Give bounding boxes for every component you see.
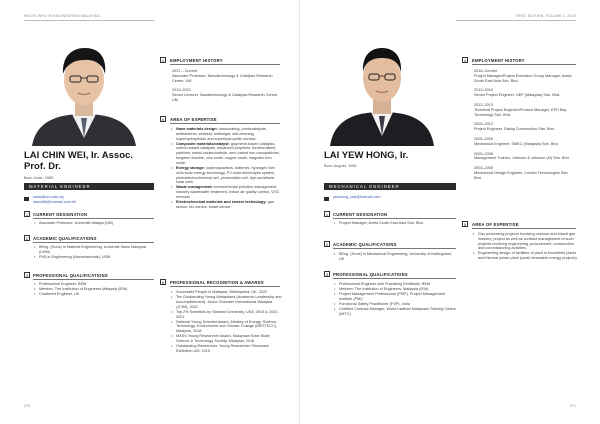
expertise-list [472, 232, 578, 261]
name-line-1: LAI YEW HONG, Ir. [324, 150, 409, 161]
portrait-graphic [322, 26, 442, 146]
section-rule [33, 279, 154, 280]
contact-emails [33, 195, 76, 205]
professional-list [333, 282, 456, 317]
name-line-2: Prof. Dr. [24, 161, 61, 172]
section-rule [333, 248, 456, 249]
email-secondary[interactable]: laiwei86@hotmail.com.hk [33, 200, 77, 204]
expertise-heading: AREA OF EXPERTISE [472, 222, 519, 227]
list-item: • Nano materials design: nanocoating, photocatalysts, antibacterial, antiviral, antifungal, self-cleaning, superhydrophobic and superhydrophilic surface. [170, 127, 282, 141]
section-number: 1 [325, 212, 329, 217]
employment-year: 2009–2012 [474, 122, 494, 127]
section-number: 3 [325, 272, 329, 277]
list-item: • Functional Safety Practitioner (FSP), India [333, 302, 456, 307]
section-number: 6 [161, 280, 165, 285]
portrait-photo [24, 26, 144, 146]
employment-position: Technical Project Engineer/Product Manager, EPH Bay Technology Sdn. Bhd. [474, 107, 567, 117]
list-item: • Composite materials/catalyst: graphene-based catalysts, carbon-based catalysts, advanced polymers, functionalised particles, metal oxides/carbide, zero-valent iron nanoparticles, tungsten trioxide, zinc oxide, copper oxide, magnetic iron oxide. [170, 142, 282, 166]
employment-year: 2013–2016 [474, 88, 494, 93]
list-item: • MASS Young Researcher Award, Malaysian Solar State Science & Technology Society, Malaysia, 2018 [170, 334, 282, 344]
employment-year: 2021 – Current [172, 69, 198, 73]
header-rule [24, 20, 154, 21]
employment-position: Management Trainee, Johnson & Johnson (M) Sdn. Bhd. [474, 156, 570, 161]
right-page [300, 0, 600, 424]
list-item: • Outstanding Researcher, Young Researcher Showcase Exhibition UM, 2015 [170, 344, 282, 354]
section-rule [472, 228, 576, 229]
awards-list [170, 290, 282, 354]
list-item: • Certified Contract Manager, World Institute Malaysian Training Centre (MITC) [333, 307, 456, 317]
role-banner: MATERIAL ENGINEER [24, 183, 154, 190]
current-designation-heading: CURRENT DESIGNATION [333, 212, 388, 217]
employment-position: Project Engineer, Dialog Construction Sdn. Bhd. [474, 127, 555, 132]
section-rule [33, 242, 154, 243]
professional-heading: PROFESSIONAL QUALIFICATIONS [333, 272, 408, 277]
employment-entry [474, 166, 576, 180]
section-rule [170, 64, 280, 65]
header-rule [456, 20, 576, 21]
employment-entry [474, 103, 576, 117]
employment-position: Mechanical Design Engineer, Creden Technologies Sdn. Bhd. [474, 170, 569, 180]
employment-year: 2003–2005 [474, 166, 494, 171]
role-banner: MECHANICAL ENGINEER [324, 183, 456, 190]
list-item: • Professional Engineer, BEM [33, 282, 154, 287]
section-rule [33, 218, 154, 219]
list-item: • PhD in Engineering (Nanomaterials), USM [33, 255, 154, 260]
page-number: 271 [569, 404, 576, 408]
person-name [324, 150, 408, 161]
employment-entry [474, 152, 576, 162]
list-item: • Project Management Professional (PMP), Project Management Institute (PMI) [333, 292, 456, 302]
section-rule [170, 123, 280, 124]
professional-list [33, 282, 154, 297]
employment-year: 2005–2009 [474, 136, 494, 141]
section-rule [333, 278, 456, 279]
section-rule [333, 218, 456, 219]
running-header-left: WHO'S WHO IN ENGINEERING MALAYSIA [24, 14, 100, 18]
section-rule [170, 286, 280, 287]
running-header-right: FIRST EDITION, VOLUME 2, 2024 [515, 14, 576, 18]
list-item: • BEng. (Hons) in Material Engineering, Universiti Sains Malaysia (USM) [33, 245, 154, 255]
list-item: • Associate Professor, Universiti Malaya (UM) [33, 221, 154, 226]
birth-date: Born June, 1985 [24, 175, 54, 180]
employment-position: Project Manager/Project Execution Group Manager, Aveta South East Asia Sdn. Bhd. [474, 73, 572, 83]
list-item: • Engineering design of facilities of plant in brownfield plants and thermal power plant (small renewable energy projects). [472, 251, 578, 261]
employment-entry [474, 137, 576, 147]
academic-heading: ACADEMIC QUALIFICATIONS [333, 242, 397, 247]
person-name [24, 150, 133, 172]
employment-heading: EMPLOYMENT HISTORY [472, 58, 525, 63]
employment-position: Associate Professor, Nanotechnology & Catalysis Research Centre, UM [172, 73, 273, 83]
employment-heading: EMPLOYMENT HISTORY [170, 58, 223, 63]
section-number: 5 [463, 222, 467, 227]
current-designation-heading: CURRENT DESIGNATION [33, 212, 88, 217]
list-item: • Gas processing projects involving onshore and inland gas industry; project as well as contract management of such projects involving engineering, procurement, construction and commissioning activities. [472, 232, 578, 251]
section-number: 1 [25, 212, 29, 217]
employment-position: Senior Project Engineer, UEP (Malaysia) Sdn. Bhd. [474, 93, 561, 98]
employment-entry [172, 69, 280, 83]
section-number: 2 [25, 236, 29, 241]
academic-list [333, 252, 456, 262]
email-primary[interactable]: yewhong_laai@hotmail.com [333, 195, 381, 199]
name-line-1: LAI CHIN WEI, Ir. Assoc. [24, 150, 133, 161]
expertise-heading: AREA OF EXPERTISE [170, 117, 217, 122]
portrait-photo [322, 26, 442, 146]
expertise-list [170, 127, 282, 210]
portrait-graphic [24, 26, 144, 146]
list-item: • National Young Scientist Award, Ministry of Energy, Science, Technology, Environment and Climate Change (MESTECC), Malaysia, 2018 [170, 320, 282, 334]
employment-year: 2013–2021 [172, 88, 192, 93]
academic-list [33, 245, 154, 260]
employment-entry [474, 122, 576, 132]
academic-heading: ACADEMIC QUALIFICATIONS [33, 236, 97, 241]
employment-year: 2012–2013 [474, 102, 494, 107]
page-number: 270 [24, 404, 31, 408]
list-item: • Chartered Engineer, UK [33, 292, 154, 297]
list-item: • Top 2% Scientists by Stanford University, USA, 2019 & 2020, 2021 [170, 310, 282, 320]
employment-position: Senior Lecturer, Nanotechnology & Catalysis Research Centre, UM [172, 93, 279, 102]
employment-entry [172, 88, 280, 102]
birth-date: Born August, 1981 [324, 163, 357, 168]
list-item: • BEng. (Hons) in Mechanical Engineering, University of Nottingham, UK [333, 252, 456, 262]
list-item: • Energy storage: supercapacitors, batteries, hydrogen fuel cells solar energy technology, PV solar electrolysis system, photoelectrochemical cell, photovoltaic cell, dye-sensitised solar cells. [170, 166, 282, 185]
email-primary[interactable]: cwlai@um.edu.my [33, 195, 65, 199]
employment-position: Mechanical Engineer, SMEC (Malaysia) Sdn. Bhd. [474, 141, 559, 146]
employment-entry [474, 88, 576, 98]
list-item: • Professional Engineer with Practising Certificate, BEM [333, 282, 456, 287]
list-item: • Ten Outstanding Young Malaysians (Academic Leadership and Accomplishment), Junior Chamber International Malaysia (JCIM), 2021 [170, 295, 282, 309]
awards-heading: PROFESSIONAL RECOGNITION & AWARDS [170, 280, 264, 285]
section-number: 5 [161, 117, 165, 122]
list-item: • Project Manager, Aveta South East Asia Sdn. Bhd. [333, 221, 438, 226]
employment-list [474, 69, 576, 186]
employment-year: 2005–2008 [474, 151, 494, 156]
section-number: 2 [325, 242, 329, 247]
list-item: • Member, The Institution of Engineers Malaysia (IEM) [33, 287, 154, 292]
current-designation-list [333, 221, 438, 226]
mail-icon [24, 197, 29, 201]
employment-year: 2016–Current [474, 69, 498, 73]
section-number: 4 [463, 58, 467, 63]
current-designation-list [33, 221, 154, 226]
list-item: • Waste management: environmental pollution management, industry wastewater treatment, indoor air quality control, VOC removal. [170, 185, 282, 199]
employment-list [172, 69, 280, 108]
section-number: 3 [25, 273, 29, 278]
list-item: • Electrochemical materials and sensor technology: gas sensor, bio sensor, smart sensor. [170, 200, 282, 210]
employment-entry [474, 69, 576, 83]
mail-icon [324, 197, 329, 201]
contact-emails [333, 195, 381, 200]
list-item: • Member, The Institution of Engineers, Malaysia (IEM) [333, 287, 456, 292]
list-item: • Successful People in Malaysia, Britishpedia, UK, 2022 [170, 290, 282, 295]
section-number: 4 [161, 58, 165, 63]
professional-heading: PROFESSIONAL QUALIFICATIONS [33, 273, 108, 278]
section-rule [472, 64, 576, 65]
